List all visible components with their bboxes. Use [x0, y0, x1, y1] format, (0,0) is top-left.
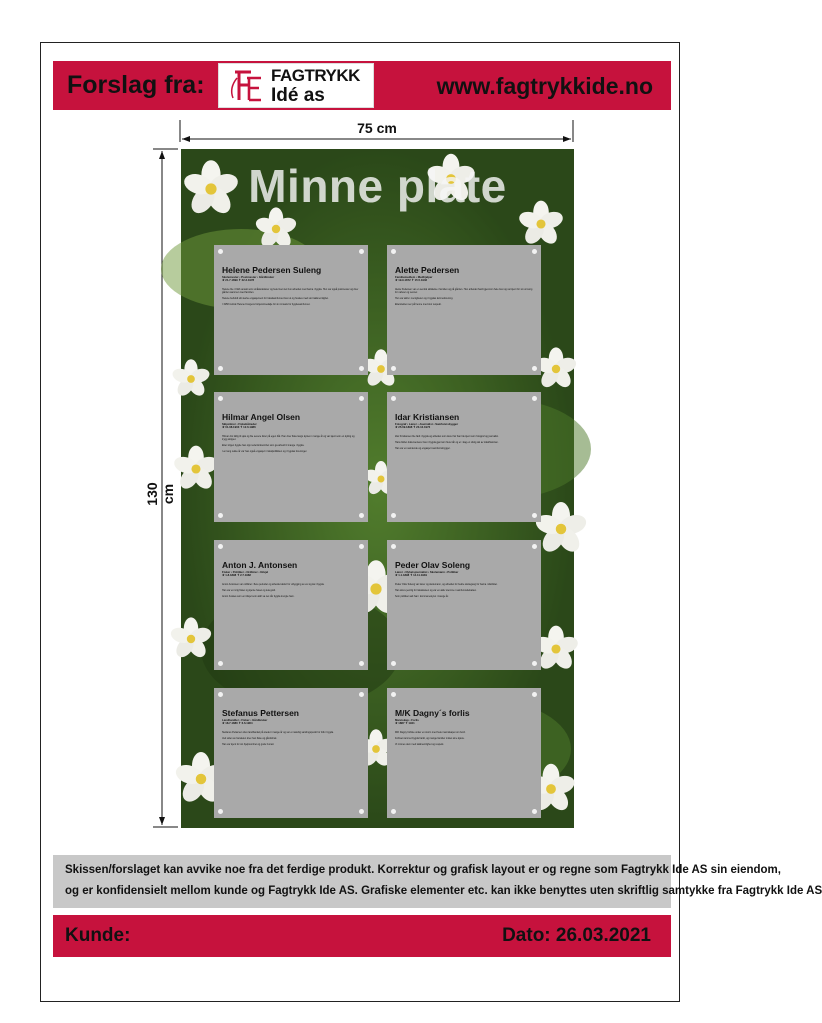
plate-name: Helene Pedersen Suleng	[222, 265, 322, 275]
plate-paragraph: Han var en samlende og engasjert samfunnsbygger.	[395, 447, 451, 451]
mounting-screw-icon	[359, 366, 364, 371]
plate-name: Hilmar Angel Olsen	[222, 412, 301, 422]
plate-dates: ★ 1887 ✝ 1941	[395, 721, 415, 726]
mounting-screw-icon	[359, 544, 364, 549]
plate-dates: ★ 19.9.1872 ✝ 15.5.1932	[395, 278, 428, 283]
plate-paragraph: Etterslekten ser på henne med stor respekt.	[395, 303, 442, 307]
plate-subtitle: Skipsfører • Fiskebåtreder	[222, 422, 257, 426]
mounting-screw-icon	[218, 396, 223, 401]
mounting-screw-icon	[359, 396, 364, 401]
customer-label: Kunde:	[65, 925, 131, 946]
mounting-screw-icon	[218, 692, 223, 697]
plate-name: Alette Pedersen	[395, 265, 460, 275]
mounting-screw-icon	[391, 513, 396, 518]
plate-text	[222, 435, 360, 454]
plate-paragraph: Idar Kristiansen ble født i bygda og arbeidet som lærer før han ble kjent som fotograf og journalist.	[395, 434, 499, 438]
date-label: Dato: 26.03.2021	[502, 925, 651, 946]
plate-name: Idar Kristiansen	[395, 412, 460, 422]
disclaimer-line2: og er konfidensielt mellom kunde og Fagtrykk Ide AS. Grafiske elementer etc. kan ikke benyttes uten skriftlig samtykke fra Fagtrykk Ide AS	[65, 885, 822, 897]
mounting-screw-icon	[218, 366, 223, 371]
mounting-screw-icon	[218, 661, 223, 666]
width-dimension	[180, 120, 574, 144]
plate-text	[222, 583, 360, 599]
plate-dates: ★ 01.08.1903 ✝ 12.6.1986	[222, 425, 256, 430]
website-link[interactable]: www.fagtrykkide.no	[436, 73, 653, 99]
plate-paragraph: Anton Antonsen var ordfører i flere perioder og arbeidet aktivt for utbygging av vei og kai i bygda.	[222, 582, 325, 586]
plate-name: Stefanus Pettersen	[222, 708, 299, 718]
memorial-plate	[387, 540, 541, 670]
mounting-screw-icon	[532, 692, 537, 697]
plate-name: Anton J. Antonsen	[222, 560, 298, 570]
mounting-screw-icon	[391, 661, 396, 666]
disclaimer-line1: Skissen/forslaget kan avvike noe fra det ferdige produkt. Korrektur og grafisk layout er og regne som Fagtrykk Ide AS sin eiendom,	[65, 864, 781, 876]
plate-paragraph: Anton huskes som en ildsjel som aldri sa nei når bygda trengte ham.	[222, 595, 295, 599]
memorial-plate	[214, 540, 368, 670]
plate-paragraph: M/K Dagny forliste under en storm med hele mannskapet om bord.	[395, 730, 466, 734]
plate-paragraph: Vi minnes dem med takknemlighet og respekt.	[395, 743, 444, 747]
plate-text	[222, 288, 360, 307]
memorial-plate	[387, 688, 541, 818]
mounting-screw-icon	[359, 513, 364, 518]
memorial-plate	[214, 688, 368, 818]
plate-paragraph: Han var kjent for sin hjelpsomhet og gode humør.	[222, 743, 275, 747]
mounting-screw-icon	[218, 249, 223, 254]
mounting-screw-icon	[391, 249, 396, 254]
mounting-screw-icon	[532, 809, 537, 814]
memorial-plate	[387, 392, 541, 522]
mounting-screw-icon	[218, 809, 223, 814]
memorial-plate	[387, 245, 541, 375]
plate-name: M/K Dagny´s forlis	[395, 708, 470, 718]
fe-monogram-logo-icon	[225, 68, 265, 104]
plate-paragraph: Helene ble i 1921 ansatt som småskolelærer og hele livet viet hun arbeidet med barna i bygda. Hun var også postmester og drev gården sammen med familien.	[222, 287, 359, 295]
mounting-screw-icon	[359, 692, 364, 697]
plate-paragraph: Peder Olav Soleng var lærer og skolemann, og arbeidet for bedre skolegang for barna i distriktet.	[395, 582, 498, 586]
plate-dates: ★ 18.7.1880 ✝ 6.6.1964	[222, 721, 253, 726]
height-label: 130 cm	[144, 482, 176, 506]
plate-paragraph: Helene beholdt sitt sterke engasjement for lokalsamfunnet livet ut og huskes med stor takknemlighet.	[222, 297, 329, 301]
logo-line1: FAGTRYKK	[271, 66, 360, 85]
memorial-plate	[214, 392, 368, 522]
plate-paragraph: I en lang rekke år var han også engasjert i lokalpolitikken og i bygdas foreninger.	[222, 450, 308, 454]
mounting-screw-icon	[391, 809, 396, 814]
plate-paragraph: Hilmar dro tidlig til sjøs og ble senere fører på egen båt. Han drev fiske langs kysten i mange år og var kjent som en dyktig og trygg skipper.	[222, 434, 355, 442]
plate-subtitle: Skolemester • Postmester • Gårdbruker	[222, 275, 275, 279]
plate-paragraph: Hun var aktiv i menigheten og i bygdas kvinneforening.	[395, 297, 454, 301]
plate-paragraph: Som politiker satt han i kommunestyret i mange år.	[395, 595, 449, 599]
plate-subtitle: Familiemedlem • Medhjelper	[395, 275, 433, 279]
mounting-screw-icon	[359, 809, 364, 814]
plate-name: Peder Olav Soleng	[395, 560, 471, 570]
plate-subtitle: Landhandler • Fisker • Gårdbruker	[222, 718, 268, 722]
mounting-screw-icon	[532, 513, 537, 518]
proposal-label: Forslag fra:	[67, 71, 205, 99]
plate-dates: ★ 21.7.1899 ✝ 22.3.1978	[222, 278, 255, 283]
mounting-screw-icon	[532, 249, 537, 254]
plate-subtitle: Fisker • Politiker • Ordfører • Ildsjel	[222, 570, 269, 574]
mounting-screw-icon	[391, 544, 396, 549]
mounting-screw-icon	[532, 661, 537, 666]
plate-paragraph: Han var en ivrig fisker og kjente havet og leia godt.	[222, 589, 276, 593]
mounting-screw-icon	[532, 366, 537, 371]
mounting-screw-icon	[359, 249, 364, 254]
plate-subtitle: Fotograf • Lærer • Journalist • Samfunnsbygger	[395, 422, 459, 426]
plate-text	[395, 583, 533, 599]
mounting-screw-icon	[391, 396, 396, 401]
plaque-title: Minne plate	[248, 160, 507, 212]
plate-paragraph: Etter krigen bygde han opp rederivirksomhet som ga arbeid til mange i bygda.	[222, 444, 305, 448]
plate-subtitle: Mannskap • Forlis	[395, 718, 419, 722]
mounting-screw-icon	[359, 661, 364, 666]
mounting-screw-icon	[218, 513, 223, 518]
plate-dates: ★ 1.1.1898 ✝ 14.11.1949	[395, 573, 427, 578]
plate-dates: ★ 25.09.1898 ✝ 23.12.1972	[395, 425, 431, 430]
plate-dates: ★ 1.8.1898 ✝ 2.7.1982	[222, 573, 251, 578]
logo-line2: Idé as	[271, 85, 325, 106]
plate-paragraph: Alette Pedersen var en sentral skikkelse i familien og på gården. Hun arbeidet hardt gjennom hele livet og var kjent for sin omsorg for naboer og venner.	[395, 287, 533, 295]
mounting-screw-icon	[218, 544, 223, 549]
plate-paragraph: Han skrev jevnlig for lokalavisen og var en aktiv stemme i samfunnsdebatten.	[395, 589, 477, 593]
plate-text	[395, 731, 533, 747]
disclaimer-box	[53, 855, 822, 908]
mounting-screw-icon	[532, 396, 537, 401]
plate-paragraph: Stefanus Pettersen drev landhandel på stedet i mange år og var et naturlig samlingspunkt for folk i bygda.	[222, 730, 334, 734]
plate-paragraph: Ved siden av handelen drev han fiske og gårdsbruk.	[222, 737, 278, 741]
plate-paragraph: Hans bilder dokumenterer livet i bygda gjennom flere tiår og er i dag en viktig del av lokalhistorien.	[395, 441, 499, 445]
plaque-background-photo	[181, 149, 574, 828]
width-label: 75 cm	[357, 120, 397, 136]
mounting-screw-icon	[391, 692, 396, 697]
memorial-plate	[214, 245, 368, 375]
mounting-screw-icon	[532, 544, 537, 549]
plate-subtitle: Lærer • Nyhetsjournalist • Skolemann • Politiker	[395, 570, 459, 574]
plate-text	[395, 288, 533, 307]
plate-text	[395, 435, 533, 451]
plate-paragraph: I 1958 mottok Helene Kongens fortjenstmedalje for sin innsats for bygdesamfunnet.	[222, 303, 311, 307]
mounting-screw-icon	[391, 366, 396, 371]
footer-bar	[53, 915, 671, 957]
plate-text	[222, 731, 360, 747]
plate-paragraph: Forliset rammet bygda hardt, og mange familier mistet sine kjære.	[395, 737, 465, 741]
company-logo	[218, 63, 374, 108]
